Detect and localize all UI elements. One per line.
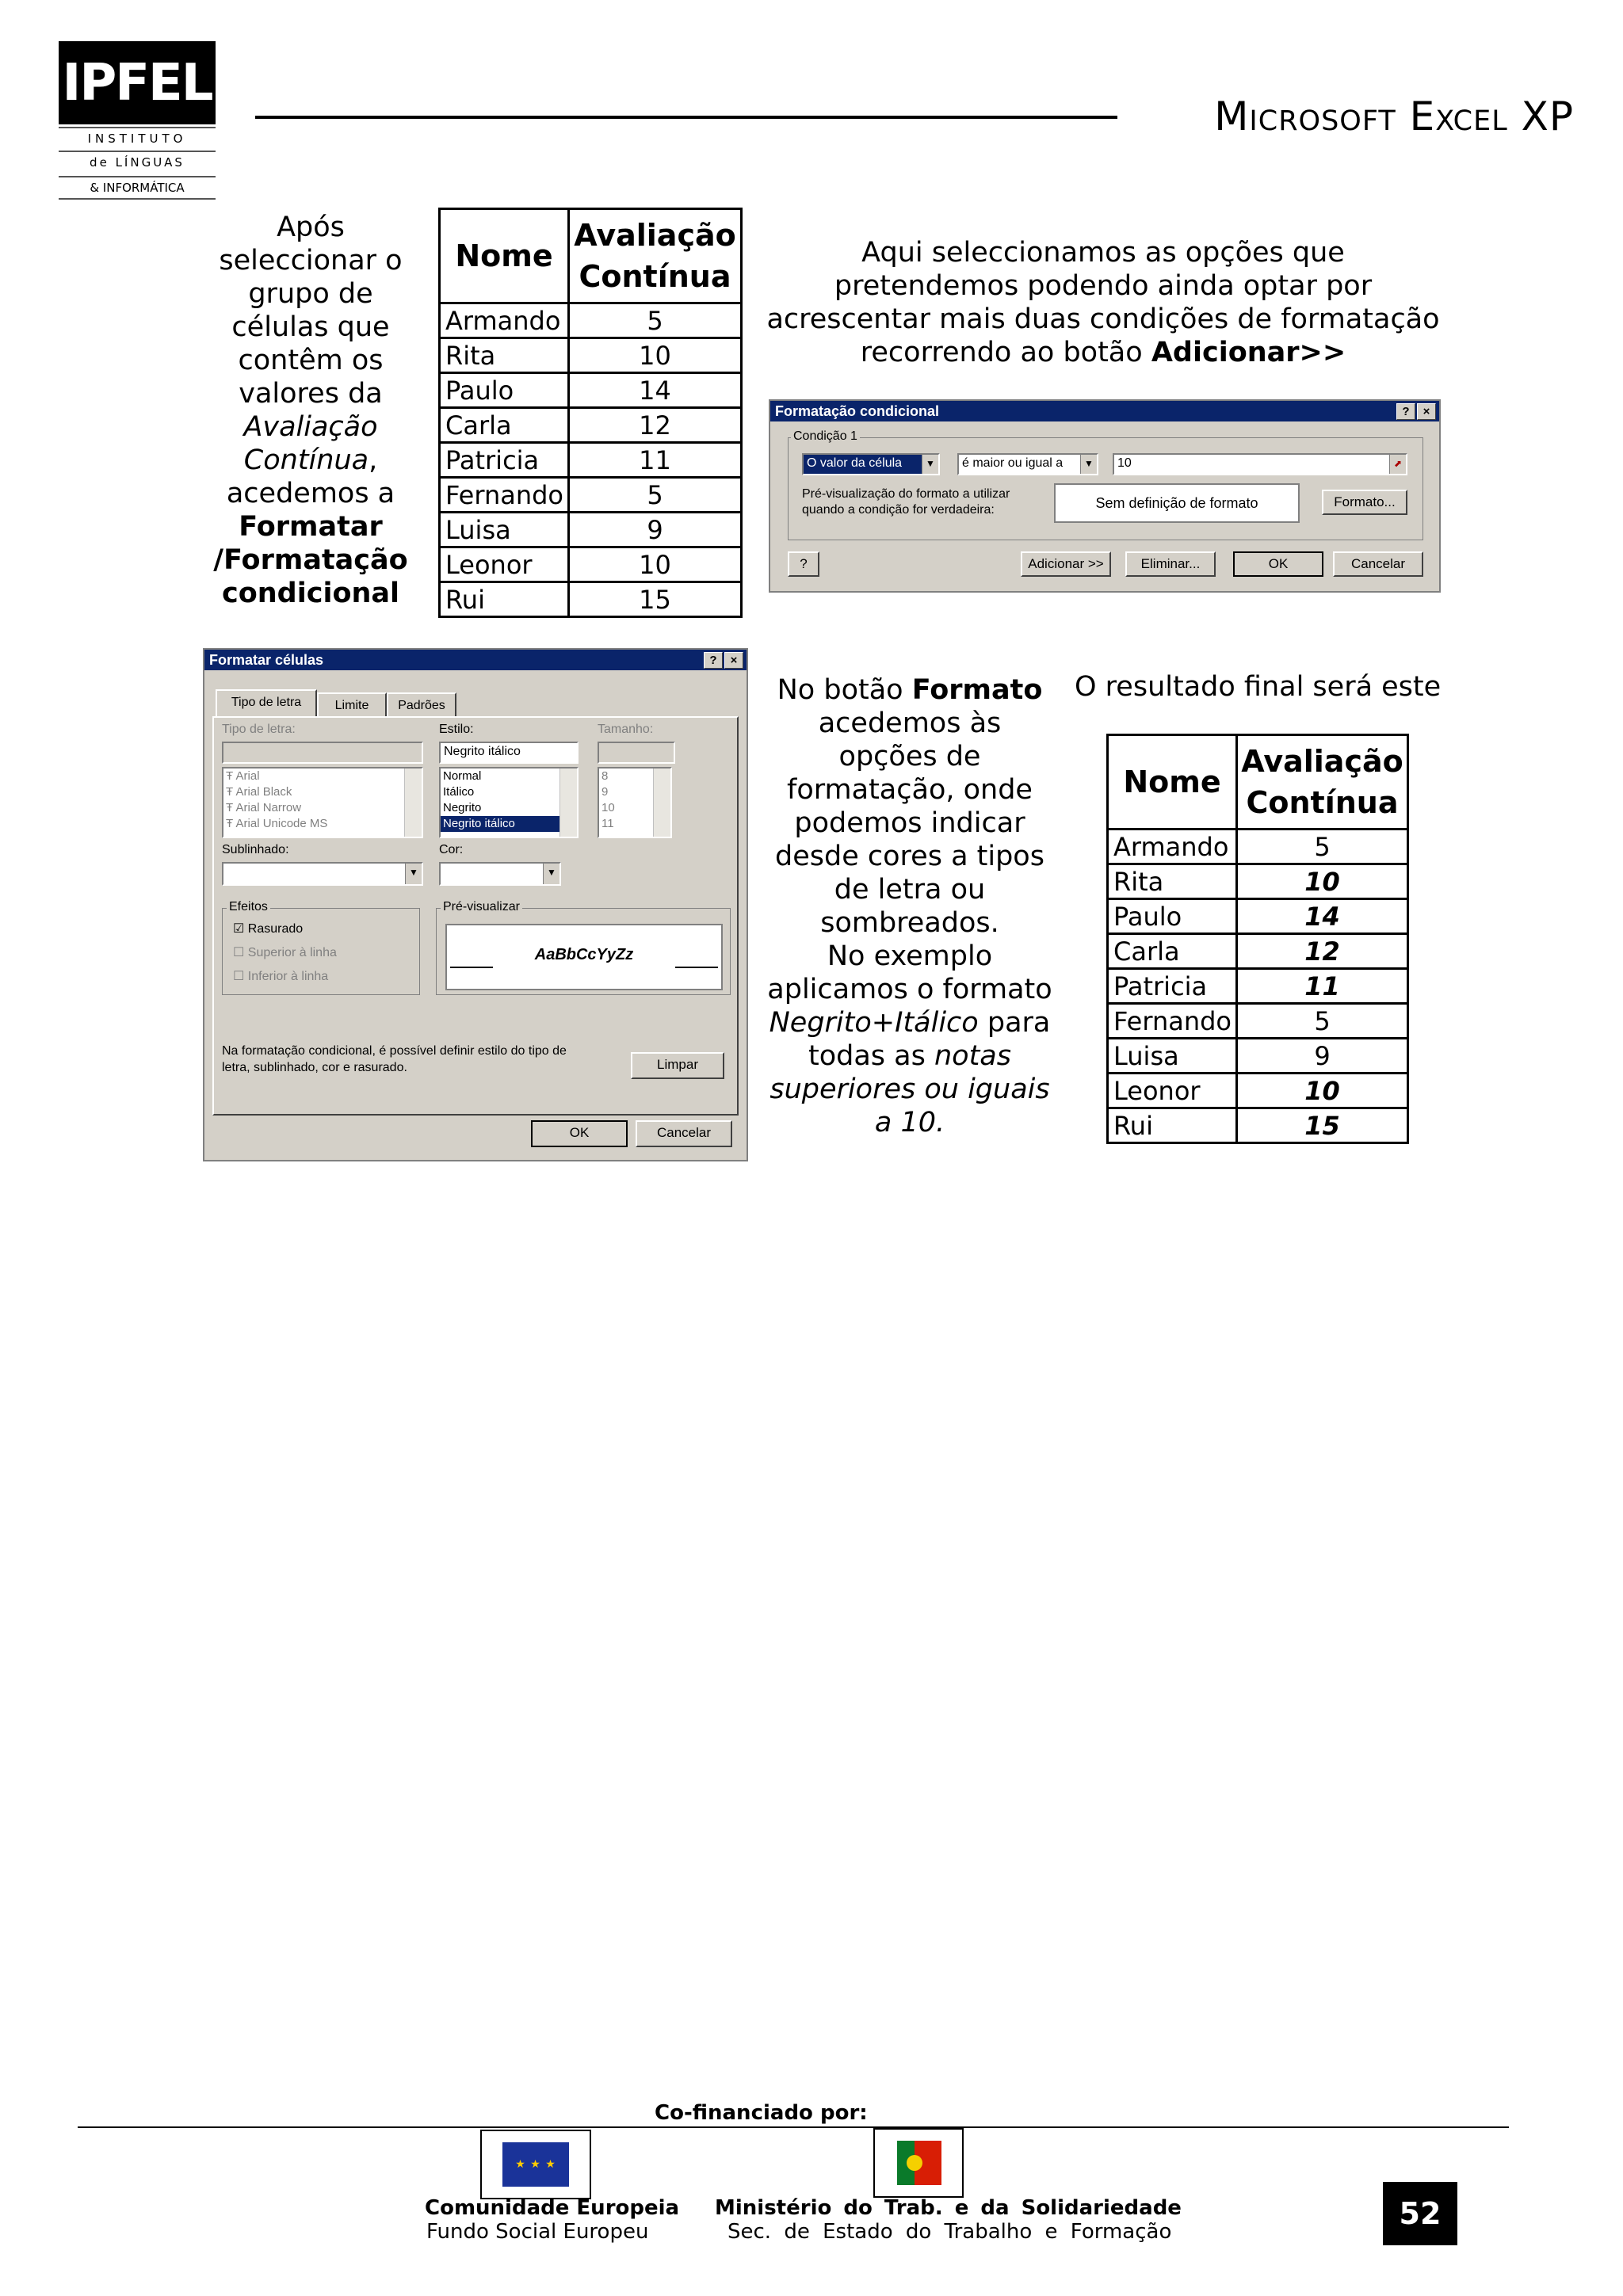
- style-listbox[interactable]: [439, 767, 579, 838]
- intro-text-4: Formatar /Formatação condicional: [213, 511, 408, 609]
- evaluation-cell: 9: [569, 513, 742, 547]
- list-item-label: Arial: [235, 769, 260, 783]
- table-row: [440, 373, 742, 408]
- table-row: [440, 443, 742, 478]
- eu-stars-icon: ★ ★ ★: [502, 2142, 569, 2187]
- table-row: [1108, 969, 1408, 1004]
- intro-text-3: , acedemos a: [226, 444, 395, 509]
- color-dropdown[interactable]: [439, 862, 561, 886]
- font-label: Tipo de letra:: [222, 723, 296, 736]
- superscript-label: Superior à linha: [247, 946, 337, 959]
- footer-left-title: Comunidade Europeia: [425, 2196, 680, 2220]
- evaluation-cell: 10: [1237, 1074, 1408, 1108]
- list-item-label: 11: [601, 817, 614, 830]
- style-value: Negrito itálico: [444, 745, 521, 758]
- right-paragraph: [766, 236, 1441, 369]
- checkbox-icon[interactable]: ☐: [233, 970, 245, 983]
- column-header-evaluation: Avaliação Contínua: [569, 209, 742, 303]
- table-row: [440, 582, 742, 617]
- delete-condition-button[interactable]: Eliminar...: [1125, 551, 1216, 577]
- name-cell: Luisa: [1108, 1039, 1237, 1074]
- logo-line-informatica: & INFORMÁTICA: [59, 176, 216, 200]
- dialog-title: Formatar células: [209, 652, 324, 668]
- table-row: [440, 303, 742, 338]
- name-cell: Fernando: [440, 478, 569, 513]
- superscript-option[interactable]: [233, 944, 337, 960]
- dialog-title: Formatação condicional: [775, 403, 940, 419]
- portugal-flag-icon: [873, 2128, 964, 2198]
- eu-flag-icon: [480, 2130, 591, 2199]
- list-item[interactable]: [223, 816, 422, 832]
- truetype-icon: Ŧ: [226, 817, 236, 830]
- name-cell: Patricia: [1108, 969, 1237, 1004]
- chevron-down-icon: ▼: [1080, 455, 1097, 474]
- subscript-label: Inferior à linha: [247, 970, 329, 983]
- evaluation-cell: 10: [1237, 864, 1408, 899]
- table-row: [440, 547, 742, 582]
- truetype-icon: Ŧ: [226, 801, 236, 814]
- size-label: Tamanho:: [598, 723, 654, 736]
- name-cell: Patricia: [440, 443, 569, 478]
- chevron-down-icon: ▼: [405, 864, 422, 884]
- cancel-button[interactable]: Cancelar: [1333, 551, 1423, 577]
- collapse-dialog-icon[interactable]: ⬈: [1389, 455, 1406, 474]
- list-item-label: Negrito: [443, 801, 482, 814]
- tab-patterns[interactable]: Padrões: [387, 692, 456, 718]
- tab-border[interactable]: Limite: [317, 692, 387, 718]
- list-item[interactable]: [223, 800, 422, 816]
- table-row: [1108, 934, 1408, 969]
- column-header-name: Nome: [1108, 735, 1237, 830]
- table-row: [1108, 830, 1408, 864]
- format-preview-box: Sem definição de formato: [1054, 483, 1300, 523]
- list-item-label: Normal: [443, 769, 482, 783]
- evaluation-cell: 5: [1237, 830, 1408, 864]
- mid-text-6: para todas as: [808, 1007, 1051, 1072]
- condition-value: 10: [1117, 456, 1132, 470]
- evaluation-cell: 12: [569, 408, 742, 443]
- mid-text-4: No exemplo aplicamos o formato: [767, 940, 1052, 1005]
- scrollbar[interactable]: [404, 769, 422, 837]
- preview-sample: AaBbCcYyZz: [534, 946, 634, 963]
- underline-dropdown[interactable]: [222, 862, 423, 886]
- table-row: [1108, 1004, 1408, 1039]
- evaluation-cell: 14: [1237, 899, 1408, 934]
- conditional-note: Na formatação condicional, é possível definir estilo do tipo de letra, sublinhado, cor e rasurado.: [222, 1044, 567, 1074]
- preview-baseline-right: [675, 967, 718, 968]
- operator-dropdown[interactable]: [957, 453, 1098, 475]
- intro-text-1: Após seleccionar o grupo de células que contêm os valores da: [219, 212, 403, 410]
- list-item-label: Itálico: [443, 785, 475, 799]
- evaluation-cell: 5: [569, 478, 742, 513]
- evaluation-cell: 10: [569, 338, 742, 373]
- right-text-1: Aqui seleccionamos as opções que pretendemos podendo ainda optar por acrescentar mais duas condições de formatação recorrendo ao botão: [766, 237, 1440, 368]
- intro-text-2: Avaliação Contínua: [243, 411, 378, 476]
- mid-text-2: Formato: [911, 674, 1043, 706]
- list-item-label: Arial Unicode MS: [235, 817, 328, 830]
- header-rule: [255, 116, 1117, 119]
- table-row: [1108, 864, 1408, 899]
- name-cell: Rui: [440, 582, 569, 617]
- list-item-label: 10: [601, 801, 615, 814]
- ok-button[interactable]: OK: [1233, 551, 1323, 577]
- list-item[interactable]: [441, 816, 577, 832]
- footer-rule: [78, 2126, 1509, 2128]
- condition-type-value: O valor da célula: [807, 456, 903, 470]
- name-cell: Rita: [440, 338, 569, 373]
- list-item[interactable]: [441, 784, 577, 800]
- evaluation-cell: 10: [569, 547, 742, 582]
- scrollbar[interactable]: [559, 769, 577, 837]
- evaluation-cell: 12: [1237, 934, 1408, 969]
- name-cell: Fernando: [1108, 1004, 1237, 1039]
- evaluation-cell: 11: [569, 443, 742, 478]
- clear-button[interactable]: Limpar: [631, 1052, 724, 1079]
- table-header-row: [1108, 735, 1408, 830]
- format-cells-dialog: [203, 648, 748, 1161]
- preview-label: Pré-visualizar: [441, 900, 522, 914]
- mid-text-1: No botão: [777, 674, 903, 706]
- name-cell: Carla: [1108, 934, 1237, 969]
- evaluation-cell: 15: [1237, 1108, 1408, 1143]
- format-button[interactable]: Formato...: [1322, 490, 1407, 515]
- strikethrough-label: Rasurado: [247, 922, 304, 936]
- list-item-label: Arial Black: [235, 785, 292, 799]
- result-caption: O resultado final será este: [1075, 671, 1442, 703]
- font-field[interactable]: [222, 742, 423, 764]
- name-cell: Armando: [440, 303, 569, 338]
- spreadsheet-table-before: [438, 208, 743, 618]
- dialog-title-bar: [204, 650, 747, 670]
- size-field[interactable]: [598, 742, 675, 764]
- footer-right-title: Ministério do Trab. e da Solidariedade: [715, 2196, 1182, 2220]
- table-row: [440, 478, 742, 513]
- list-item-label: Arial Narrow: [235, 801, 302, 814]
- mid-text-5: Negrito+Itálico: [769, 1007, 979, 1039]
- help-button[interactable]: ?: [1396, 403, 1415, 420]
- column-header-name: Nome: [440, 209, 569, 303]
- evaluation-cell: 5: [569, 303, 742, 338]
- intro-paragraph: [208, 211, 414, 610]
- list-item[interactable]: [223, 769, 422, 784]
- cancel-button[interactable]: Cancelar: [636, 1120, 732, 1147]
- close-button[interactable]: ×: [1417, 403, 1436, 420]
- table-row: [440, 408, 742, 443]
- name-cell: Armando: [1108, 830, 1237, 864]
- help-button[interactable]: ?: [704, 652, 723, 669]
- table-row: [1108, 1074, 1408, 1108]
- logo-line-linguas: de LÍNGUAS: [59, 151, 216, 170]
- help-icon[interactable]: ?: [788, 551, 819, 577]
- table-header-row: [440, 209, 742, 303]
- footer-left-subtitle: Fundo Social Europeu: [426, 2220, 649, 2244]
- ok-button[interactable]: OK: [531, 1120, 628, 1147]
- name-cell: Paulo: [1108, 899, 1237, 934]
- size-listbox[interactable]: [598, 767, 672, 838]
- strikethrough-option[interactable]: [233, 921, 303, 936]
- conditional-formatting-dialog: [769, 399, 1441, 593]
- truetype-icon: Ŧ: [226, 769, 236, 783]
- list-item-label: Negrito itálico: [443, 817, 515, 830]
- operator-value: é maior ou igual a: [962, 456, 1064, 470]
- chevron-down-icon: ▼: [922, 455, 938, 474]
- list-item[interactable]: [441, 769, 577, 784]
- middle-paragraph-1: [766, 673, 1054, 940]
- list-item[interactable]: [441, 800, 577, 816]
- document-title: Microsoft Excel XP: [1214, 93, 1574, 139]
- name-cell: Rui: [1108, 1108, 1237, 1143]
- truetype-icon: Ŧ: [226, 785, 236, 799]
- condition-type-dropdown[interactable]: [802, 453, 940, 475]
- mid-text-7: notas superiores ou iguais a 10.: [769, 1040, 1050, 1138]
- middle-paragraph-2: [766, 940, 1054, 1139]
- table-row: [440, 338, 742, 373]
- close-button[interactable]: ×: [724, 652, 743, 669]
- table-row: [1108, 1108, 1408, 1143]
- scrollbar[interactable]: [653, 769, 670, 837]
- name-cell: Luisa: [440, 513, 569, 547]
- spreadsheet-table-after: [1106, 734, 1409, 1144]
- preview-caption: Pré-visualização do formato a utilizar quando a condição for verdadeira:: [802, 487, 1010, 517]
- name-cell: Carla: [440, 408, 569, 443]
- name-cell: Rita: [1108, 864, 1237, 899]
- underline-label: Sublinhado:: [222, 843, 289, 856]
- footer-right-subtitle: Sec. de Estado do Trabalho e Formação: [727, 2220, 1172, 2244]
- checkbox-icon[interactable]: ☐: [233, 946, 245, 959]
- color-label: Cor:: [439, 843, 464, 856]
- preview-box: [445, 924, 723, 990]
- page-number: 52: [1383, 2182, 1457, 2245]
- name-cell: Leonor: [1108, 1074, 1237, 1108]
- evaluation-cell: 11: [1237, 969, 1408, 1004]
- right-text-2: Adicionar>>: [1151, 337, 1346, 368]
- evaluation-cell: 15: [569, 582, 742, 617]
- logo-text: IPFEL: [62, 53, 212, 113]
- tab-font[interactable]: Tipo de letra: [216, 689, 317, 718]
- flag-emblem: [907, 2155, 922, 2171]
- table-row: [1108, 1039, 1408, 1074]
- column-header-evaluation: Avaliação Contínua: [1237, 735, 1408, 830]
- name-cell: Paulo: [440, 373, 569, 408]
- style-label: Estilo:: [439, 723, 474, 736]
- add-condition-button[interactable]: Adicionar >>: [1021, 551, 1111, 577]
- cofinanced-label: Co-financiado por:: [655, 2101, 868, 2125]
- condition-value-field[interactable]: [1113, 453, 1407, 475]
- list-item-label: 8: [601, 769, 609, 783]
- list-item-label: 9: [601, 785, 609, 799]
- condition-1-label: Condição 1: [791, 429, 860, 444]
- dialog-title-bar: [770, 401, 1439, 421]
- preview-baseline-left: [450, 967, 493, 968]
- evaluation-cell: 9: [1237, 1039, 1408, 1074]
- chevron-down-icon: ▼: [543, 864, 559, 884]
- font-listbox[interactable]: [222, 767, 423, 838]
- evaluation-cell: 5: [1237, 1004, 1408, 1039]
- checkbox-checked-icon[interactable]: ☑: [233, 922, 245, 936]
- institute-logo: [59, 41, 216, 124]
- table-row: [1108, 899, 1408, 934]
- style-field[interactable]: [439, 742, 579, 764]
- mid-text-3: acedemos às opções de formatação, onde podemos indicar desde cores a tipos de letra ou sombreados.: [775, 707, 1044, 939]
- list-item[interactable]: [223, 784, 422, 800]
- effects-label: Efeitos: [227, 900, 270, 914]
- table-row: [440, 513, 742, 547]
- evaluation-cell: 14: [569, 373, 742, 408]
- subscript-option[interactable]: [233, 968, 328, 984]
- logo-line-instituto: INSTITUTO: [59, 127, 216, 146]
- name-cell: Leonor: [440, 547, 569, 582]
